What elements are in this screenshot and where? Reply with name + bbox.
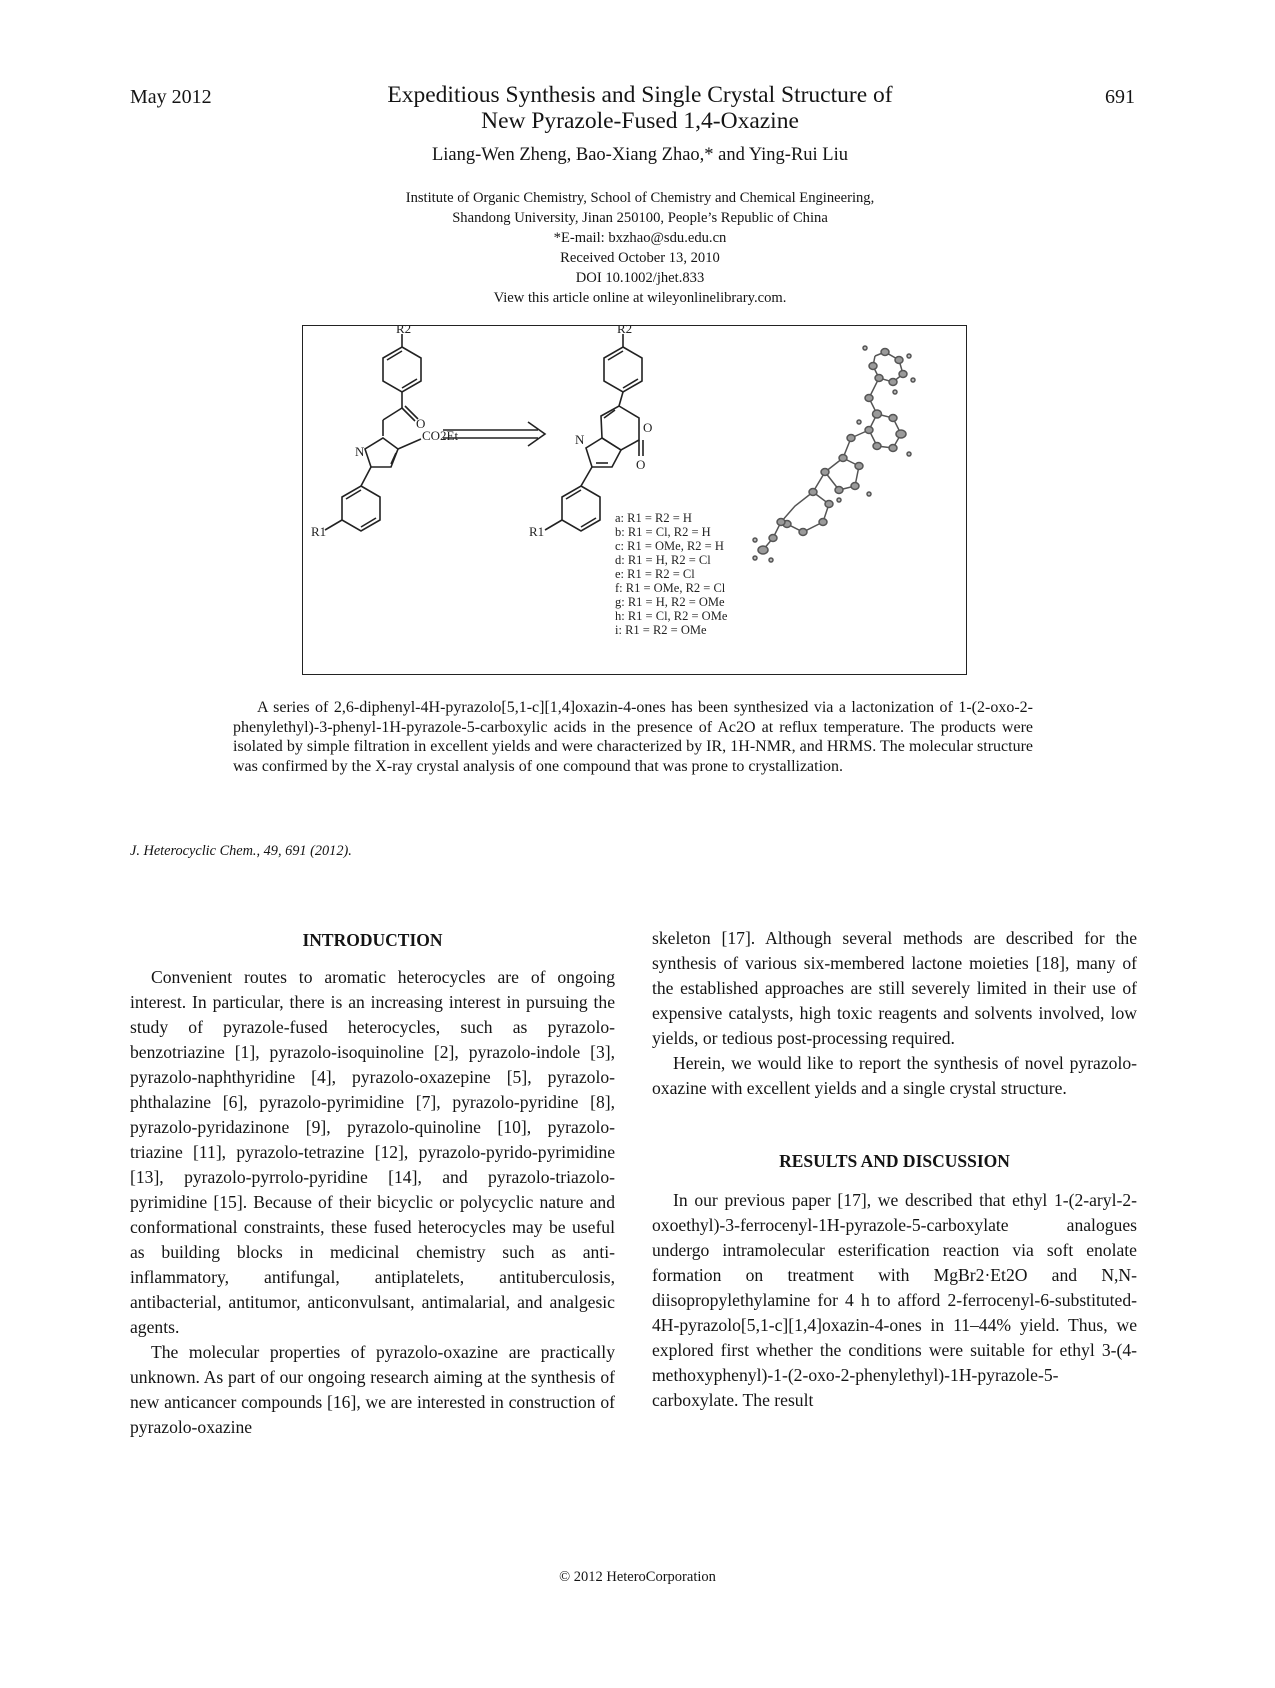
title-line-2: New Pyrazole-Fused 1,4-Oxazine bbox=[481, 108, 799, 134]
journal-citation bbox=[130, 843, 352, 860]
phenyl-ring-top-left bbox=[383, 347, 421, 392]
compound-item: b: R1 = Cl, R2 = H bbox=[615, 525, 711, 539]
title-line-1: Expeditious Synthesis and Single Crystal Structure of bbox=[387, 82, 893, 108]
r1-label-left: R1 bbox=[311, 524, 327, 539]
compound-list bbox=[615, 511, 728, 637]
affiliation-line-2: Shandong University, Jinan 250100, People’s Republic of China bbox=[452, 210, 828, 226]
nitrogen-label-left: N bbox=[355, 444, 365, 459]
results-heading: RESULTS AND DISCUSSION bbox=[779, 1151, 1010, 1171]
affiliation-block bbox=[300, 188, 980, 308]
affiliation-line-1: Institute of Organic Chemistry, School of Chemistry and Chemical Engineering, bbox=[405, 190, 875, 206]
crystal-structure-image bbox=[753, 346, 915, 562]
phenyl-ring-bottom-right bbox=[562, 486, 600, 531]
carbonyl-oxygen-left: O bbox=[416, 416, 426, 431]
nitrogen-label-right: N bbox=[575, 432, 585, 447]
paper-title bbox=[300, 82, 980, 134]
compound-item: c: R1 = OMe, R2 = H bbox=[615, 539, 724, 553]
intro-paragraph-1: Convenient routes to aromatic heterocycles are of ongoing interest. In particular, there is an increasing interest in pursuing the study of pyrazole-fused heterocycles, such as pyrazolo-benzotriazine [1], pyrazolo-isoquinoline [2], pyrazolo-indole [3], pyrazolo-naphthyridine [4], pyrazolo-oxazepine [5], pyrazolo-phthalazine [6], pyrazolo-pyrimidine [7], pyrazolo-pyridine [8], pyrazolo-pyridazinone [9], pyrazolo-quinoline [10], pyrazolo-triazine [11], pyrazolo-tetrazine [12], pyrazolo-pyrido-pyrimidine [13], pyrazolo-pyrrolo-pyridine [14], and pyrazolo-triazolo-pyrimidine [15]. Because of their bicyclic or polycyclic nature and conformational constraints, these fused heterocycles may be useful as building blocks in medicinal chemistry such as anti-inflammatory, antifungal, antiplatelets, antituberculosis, antibacterial, antitumor, anticonvulsant, antimalarial, and analgesic agents. bbox=[130, 967, 615, 1337]
intro-paragraph-2: The molecular properties of pyrazolo-oxazine are practically unknown. As part of our ongoing research aiming at the synthesis of new anticancer compounds [16], we are interested in construction of pyrazolo-oxazine bbox=[130, 1342, 615, 1437]
doi-line: DOI 10.1002/jhet.833 bbox=[575, 270, 705, 286]
phenyl-ring-top-right bbox=[604, 347, 642, 392]
intro-paragraph-3: Herein, we would like to report the synthesis of novel pyrazolo-oxazine with excellent yields and a single crystal structure. bbox=[652, 1053, 1137, 1098]
intro-paragraph-2-continued: skeleton [17]. Although several methods are described for the synthesis of various six-membered lactone moieties [18], many of the established approaches are still severely limited in their use of expensive catalysts, high toxic reagents and solvents involved, low yields, or tedious post-processing required. bbox=[652, 928, 1137, 1048]
r2-label-left: R2 bbox=[396, 326, 412, 336]
phenyl-ring-bottom-left bbox=[342, 486, 380, 531]
ring-oxygen-label: O bbox=[643, 420, 653, 435]
received-line: Received October 13, 2010 bbox=[560, 250, 720, 266]
abstract bbox=[233, 698, 1033, 776]
reaction-scheme bbox=[303, 326, 966, 674]
page-number: 691 bbox=[1105, 86, 1135, 108]
author-list: Liang-Wen Zheng, Bao-Xiang Zhao,* and Ying-Rui Liu bbox=[431, 145, 849, 165]
compound-item: h: R1 = Cl, R2 = OMe bbox=[615, 609, 728, 623]
citation-text: J. Heterocyclic Chem., 49, 691 (2012). bbox=[130, 843, 352, 859]
abstract-text: A series of 2,6-diphenyl-4H-pyrazolo[5,1-c][1,4]oxazin-4-ones has been synthesized via a lactonization of 1-(2-oxo-2-phenylethyl)-3-phenyl-1H-pyrazole-5-carboxylic acids in the presence of Ac2O at reflux temperature. The products were isolated by simple filtration in excellent yields and were characterized by IR, 1H-NMR, and HRMS. The molecular structure was confirmed by the X-ray crystal analysis of one compound that was prone to crystallization. bbox=[233, 699, 1033, 775]
ester-label: CO2Et bbox=[422, 428, 459, 443]
introduction-heading: INTRODUCTION bbox=[302, 930, 443, 950]
journal-date: May 2012 bbox=[130, 86, 212, 108]
compound-item: e: R1 = R2 = Cl bbox=[615, 567, 695, 581]
email-line: *E-mail: bxzhao@sdu.edu.cn bbox=[553, 230, 727, 246]
results-paragraph-1: In our previous paper [17], we described that ethyl 1-(2-aryl-2-oxoethyl)-3-ferrocenyl-1H-pyrazole-5-carboxylate analogues undergo intramolecular esterification reaction via soft enolate formation on treatment with MgBr2·Et2O and N,N-diisopropylethylamine for 4 h to afford 2-ferrocenyl-6-substituted-4H-pyrazolo[5,1-c][1,4]oxazin-4-ones in 11–44% yield. Thus, we explored first whether the conditions were suitable for ethyl 3-(4-methoxyphenyl)-1-(2-oxo-2-phenylethyl)-1H-pyrazole-5-carboxylate. The result bbox=[652, 1190, 1137, 1410]
left-column bbox=[130, 928, 615, 1440]
compound-item: d: R1 = H, R2 = Cl bbox=[615, 553, 711, 567]
compound-item: g: R1 = H, R2 = OMe bbox=[615, 595, 725, 609]
compound-item: a: R1 = R2 = H bbox=[615, 511, 692, 525]
graphical-abstract-figure bbox=[302, 325, 967, 675]
lactone-oxygen-label: O bbox=[636, 457, 646, 472]
compound-item: i: R1 = R2 = OMe bbox=[615, 623, 707, 637]
online-link[interactable]: View this article online at wileyonlinelibrary.com. bbox=[493, 290, 787, 306]
r1-label-right: R1 bbox=[529, 524, 545, 539]
compound-item: f: R1 = OMe, R2 = Cl bbox=[615, 581, 726, 595]
oxazinone-ring bbox=[601, 406, 639, 450]
pyrazole-ring-left bbox=[365, 438, 398, 467]
copyright-footer: © 2012 HeteroCorporation bbox=[559, 1569, 716, 1585]
r2-label-right: R2 bbox=[617, 326, 633, 336]
right-column bbox=[652, 926, 1137, 1413]
